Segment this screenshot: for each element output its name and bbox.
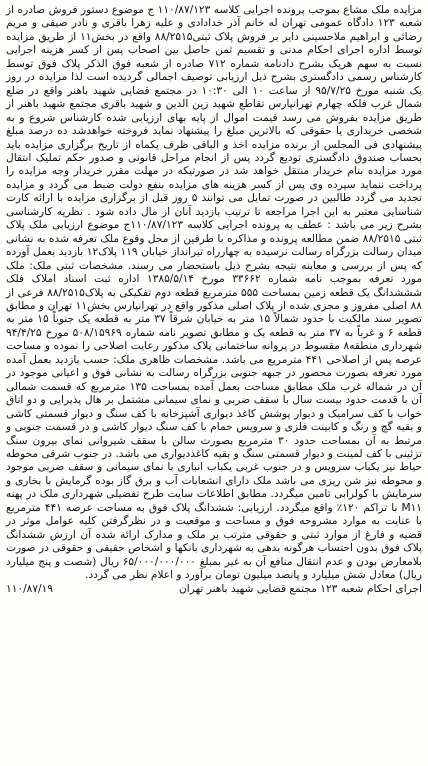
notice-code: ۱۱۰/۸۷/۱۹ bbox=[6, 583, 53, 596]
notice-body: مزایده ملک مشاع بموجب پرونده اجرایی کلاسه ۱۱۰/۸۷/۱۲۳ ج موضوع دستور فروش صادره از شعبه ۱۲۳ دادگاه عمومی تهران له خانم آذر خدادادی و علیه زهرا باقری و نادر صیفی و مریم رضائی و ابراهیم ملاحسینی دایر بر فروش پلاک ثبتی۸۸/۲۵۱۵ واقع در بخش۱۱ از طریق مزایده توسط اداره اجرای احکام مدنی و تقسیم ثمن حاصل بین اصحاب پس از کسر هزینه اجرایی نسبت به سهم هریک بشرح دادنامه شماره ۷۱۲ صادره از شعبه فوق الذکر پلاک فوق توسط کارشناس رسمی دادگستری بشرح ذیل ارزیابی توصیف اجمالی گردیده است لذا مزایده در روز یک شنبه مورخ ۹۵/۷/۲۵ از ساعت ۱۰ الی ۱۰:۳۰ در مجتمع قضایی شهید باهنر واقع در ضلع شمال غرب فلکه چهارم تهرانپارس تقاطع شهید زین الدین و شهید باقری مجتمع شهید باهنر از طریق مزایده بفروش می رسد قیمت اموال از پایه بهای ارزیابی شده کارشناس شروع و به شخصی خریداری یا حقوقی که بالاترین مبلغ را پیشنهاد نماید فروخته خواهدشد ده درصد مبلغ پیشنهادی فی المجلس از برنده مزایده اخذ و الباقی ظرف یکماه از تاریخ برگزاری مزایده باید بحساب صندوق دادگستری تودیع گردد پس از انجام مراحل قانونی و صدور حکم تملیک انتقال مورد مزایده بنام خریدار منتقل خواهد شد در صورتیکه در مهلت مقرر خریدار وجه مزایده را پرداخت ننماید سپرده وی پس از کسر هزینه های مزایده بنفع دولت ضبط می گردد و مزایده تجدید می گردد طالبین در صورت تمایل می توانند ۵ روز قبل از برگزاری مزایده با ارائه کارت شناسایی معتبر به این اجرا مراجعه تا ترتیب بازدید آنان از مال داده شود . نظریه کارشناسی بشرح زیر می باشد : عطف به پرونده اجرایی کلاسه ۱۱۰/۸۷/۱۲۳ج موضوع ارزیابی ملک پلاک ثبتی ۸۸/۲۵۱۵ ضمن مطالعه پرونده و مذاکره با طرفین از محل وقوع ملک تعرفه شده به نشانی میدان رسالت بزرگراه رسالت نرسیده به چهارراه تیرانداز خیابان ۱۱۹ پلاک۱۲ بازدید بعمل آورده که پس از بررسی و معاینه نتیجه بشرح ذیل باستحضار می رسند. مشخصات ثبتی ملک: ملک مورد تعرفه بموجب نامه شماره ۳۳۶۶۲ مورخ ۱۳۸۵/۵/۱۴ اداره ثبت اسناد املاک فلک شششدانگ یک قطعه زمین بمساحت ۵۵۵ مترمربع قطعه دوم تفکیکی به پلاک۸۸/۲۵۱۵ فرعی از ۸۸ اصلی مفروز و مجزی شده از پلاک اصلی مذکور واقع در تهرانپارس بخش۱۱ تهران و مطابق تصویر سند مالکیت با حدود شمالاً ۱۵ متر به خیابان شرقاً ۳۷ متر به قطعه یک جنوباً ۱۵ متر به قطعه ۶ و غرباً به ۳۷ متر به قطعه یک و مطابق تصویر نامه شماره ۵۰۸/۱۵۹۶۹ مورخ ۹۴/۴/۲۵ شهرداری منطقه۸ مقسوط در پروانه ساختمانی پلاک مذکور رعایت اصلاحی را نموده و مساحت عرصه پس از اصلاحی ۴۴۱ مترمربع می باشد. مشخصات ظاهری ملک: حسب بازدید بعمل آمده مورد تعرفه بصورت محصور در جبهه جنوبی بزرگراه رسالت به نشانی فوق و اعیانی موجود در آن در شماله غرب ملک مطابق مساحت بعمل آمده بمساحت ۱۳۵ مترمربع که قسمت شمالی آن با قدمت حدود بیست سال با سقف ضربی و نمای سیمانی مشتمل بر هال پذیرایی و دو اتاق خواب با کف سرامیک و دیوار پوشش کاغذ دیواری آشپزخانه با کف سنگ و دیوار قسمتی کاشی و بقیه گچ و رنگ و کابینت فلزی و سرویس حمام با کف سنگ دیوار کاشی و در قسمت جنوبی و مرتبط به آن بمساحت حدود ۳۰ مترمربع بصورت سالن با سقف شیروانی نمای بیرون سنگ تزئینی با کف لمینت و دیوار قسمتی سنگ و بقیه کاغذدیواری می باشد. در جنوب شرقی محوطه حیاط نیز یکباب سرویس و در جنوب غربی یکباب انباری با نمای سیمانی و سقف ضربی موجود و محوطه نیز شن ریزی می باشد ملک دارای انشعابات آب و برق گاز بوده گرمایش با بخاری و سرمایش با کولرابی تامین میگردد. مطابق اطلاعات سایت طرح تفضیلی شهرداری ملک در پهنه M۱۱ با تراکم ۱۲۰٪ واقع میگردد. ارزیابی: ششدانگ پلاک فوق به مساحت عرصه ۴۴۱ مترمربع با عنایت به موارد مشروحه فوق و مساحت و موقعیت و در نظرگرفتن کلیه عوامل موثر در قضیه و فارغ از موارد ثبتی و حقوقی مترتب بر ملک و مدارک ارائه شده آن ارزش ششدانگ پلاک فوق بدون احتساب هرگونه بدهی به شهرداری بانکها و اشخاص حقیقی و حقوقی در صورت بلامعارض بودن و عدم انتقال منافع آن به غیر بمبلغ ۶۵/۰۰۰/۰۰۰/۰۰۰ ریال (شصت و پنج میلیارد ریال) معادل شش میلیارد و پانصد میلیون تومان برآورد و اعلام نظر می گردد. bbox=[6, 4, 423, 582]
notice-footer bbox=[6, 583, 422, 596]
issuer-signature: اجرای احکام شعبه ۱۲۳ مجتمع قضایی شهید باهنر تهران bbox=[178, 583, 422, 596]
